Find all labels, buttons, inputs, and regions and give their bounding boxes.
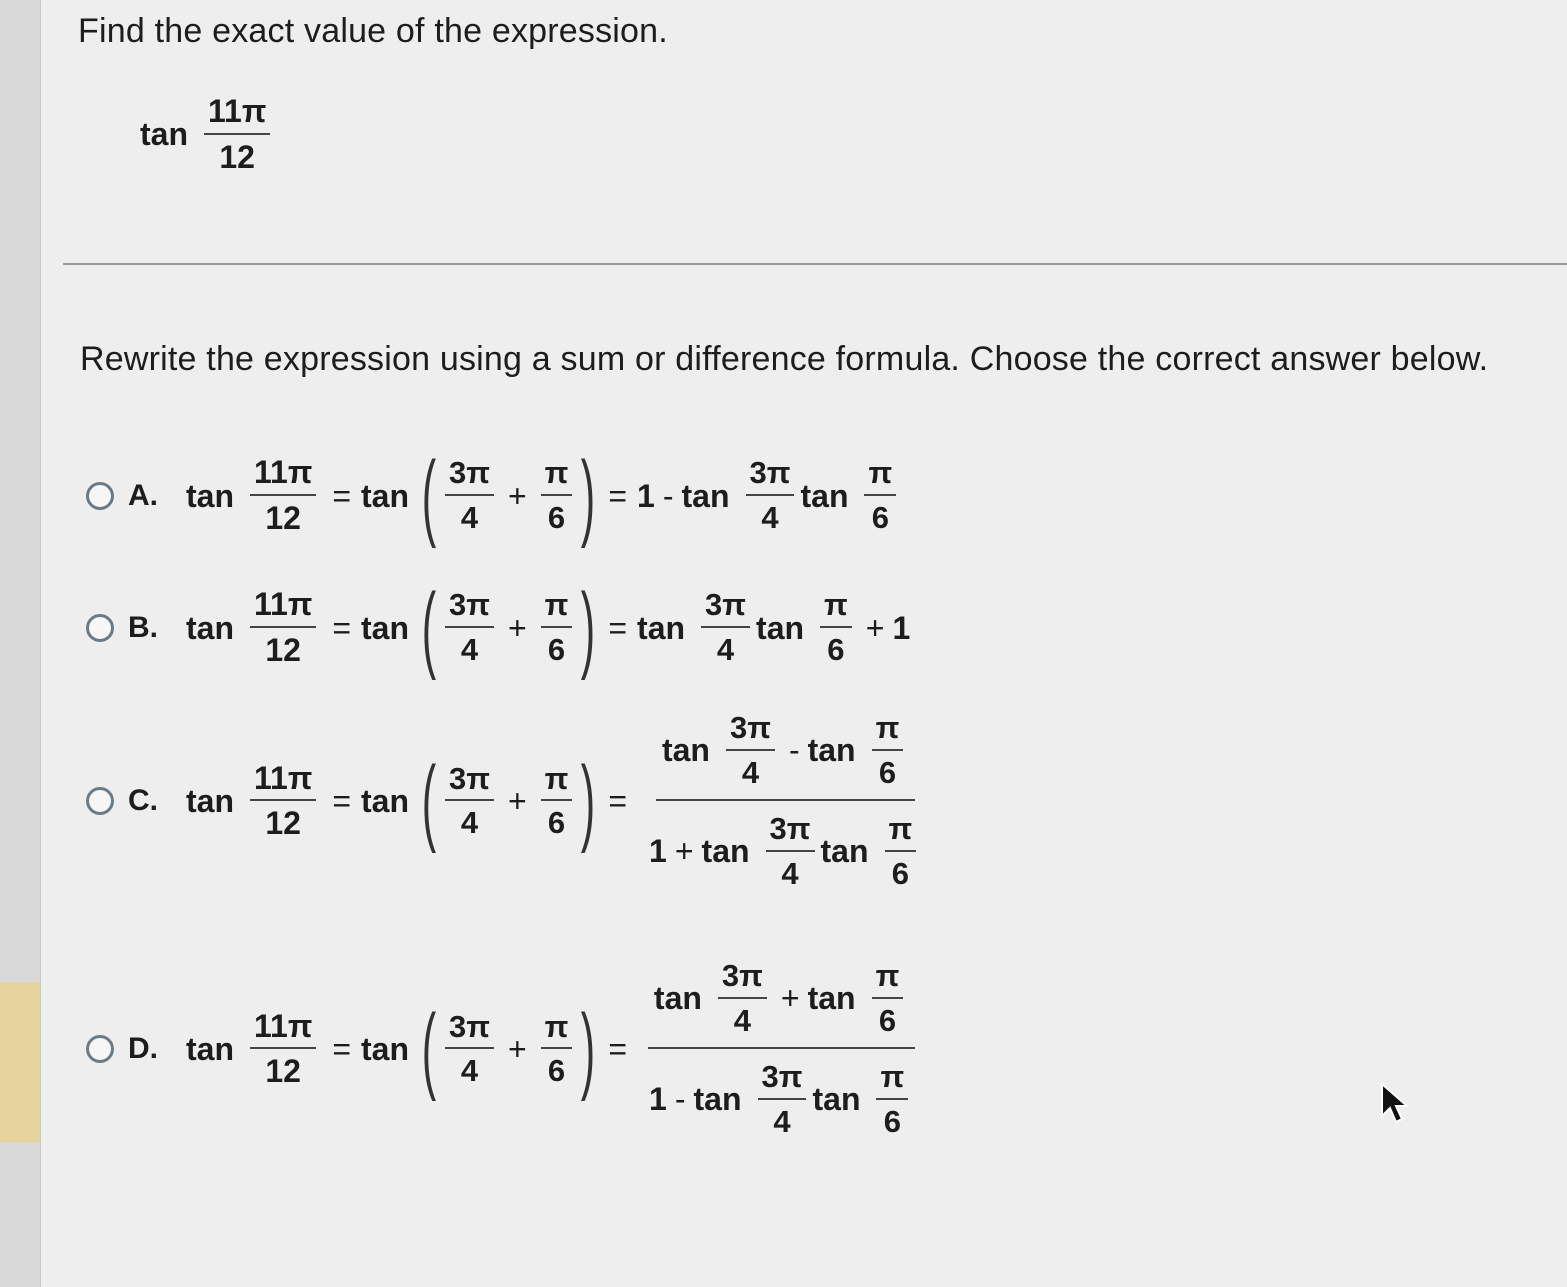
plus-sign: + <box>674 833 694 870</box>
equals-sign: = <box>332 477 352 514</box>
fraction-numerator: π <box>541 1011 573 1050</box>
option-letter: C. <box>128 784 158 818</box>
fraction-denominator: 6 <box>883 1103 901 1139</box>
fraction-pi-6 <box>820 589 852 666</box>
compound-denominator <box>643 801 928 890</box>
question-prompt: Find the exact value of the expression. <box>78 12 668 50</box>
tan-label: tan <box>661 732 710 769</box>
fraction-denominator: 12 <box>265 632 301 668</box>
left-paren: ( <box>421 574 437 681</box>
tan-label: tan <box>361 1030 410 1067</box>
fraction-numerator: 3π <box>445 763 494 802</box>
left-paren: ( <box>421 747 437 855</box>
one: 1 <box>649 1081 667 1118</box>
section-divider <box>63 263 1567 265</box>
right-paren: ) <box>581 995 596 1103</box>
fraction-numerator: 3π <box>726 712 775 751</box>
fraction-denominator: 4 <box>733 1002 752 1038</box>
left-margin-highlight <box>0 982 40 1142</box>
left-paren: ( <box>421 442 437 549</box>
fraction-denominator: 6 <box>878 754 897 790</box>
fraction-denominator: 12 <box>219 138 255 175</box>
fraction-11pi-12 <box>250 456 316 535</box>
option-letter: A. <box>128 479 158 512</box>
fraction-numerator: 11π <box>250 1010 316 1050</box>
instruction-text: Rewrite the expression using a sum or difference formula. Choose the correct answer below. <box>80 340 1489 378</box>
fraction-denominator: 4 <box>460 805 479 841</box>
fraction-denominator: 6 <box>878 1002 897 1038</box>
fraction-numerator: π <box>541 457 573 496</box>
compound-numerator <box>648 960 915 1049</box>
compound-numerator <box>656 712 915 801</box>
fraction-numerator: 11π <box>204 95 270 135</box>
compound-fraction <box>643 960 920 1138</box>
plus-sign: + <box>507 1030 527 1067</box>
fraction-3pi-4 <box>445 457 494 534</box>
tan-label: tan <box>361 782 410 819</box>
fraction-denominator: 6 <box>891 855 909 891</box>
option-d-expression <box>186 960 920 1138</box>
tan-label: tan <box>807 732 856 769</box>
plus-sign: + <box>507 609 527 646</box>
fraction-denominator: 6 <box>547 1053 566 1089</box>
fraction-numerator: 3π <box>718 960 767 999</box>
fraction-denominator: 4 <box>781 855 799 891</box>
plus-sign: + <box>780 980 800 1017</box>
minus-sign: - <box>788 732 800 769</box>
fraction-3pi-4 <box>746 457 795 534</box>
radio-button-d[interactable] <box>86 1035 114 1063</box>
fraction-denominator: 4 <box>460 1053 479 1089</box>
option-letter: D. <box>128 1032 158 1066</box>
tan-label: tan <box>361 477 410 514</box>
fraction-denominator: 4 <box>460 632 479 667</box>
fraction-pi-6 <box>541 457 573 534</box>
equals-sign: = <box>608 609 628 646</box>
option-a[interactable] <box>86 442 902 549</box>
fraction-3pi-4 <box>726 712 775 789</box>
tan-label: tan <box>693 1081 742 1118</box>
fraction-denominator: 4 <box>716 632 735 667</box>
fraction-numerator: 3π <box>766 813 815 852</box>
plus-sign: + <box>507 477 527 514</box>
tan-label: tan <box>807 980 856 1017</box>
tan-label: tan <box>653 980 702 1017</box>
fraction-11pi-12 <box>250 1007 316 1090</box>
tan-label: tan <box>681 477 730 514</box>
fraction-numerator: π <box>872 712 904 751</box>
fraction-numerator: π <box>876 1061 908 1100</box>
fraction-numerator: π <box>872 960 904 999</box>
option-c-expression <box>186 712 928 890</box>
fraction-3pi-4 <box>445 1008 494 1089</box>
fraction-numerator: π <box>864 457 896 496</box>
fraction-3pi-4 <box>758 1061 807 1138</box>
mouse-pointer-icon <box>1380 1082 1414 1128</box>
fraction-pi-6 <box>876 1061 908 1138</box>
fraction-denominator: 6 <box>547 500 566 535</box>
fraction-numerator: 3π <box>445 589 494 628</box>
equals-sign: = <box>332 609 352 646</box>
tan-label: tan <box>186 1030 234 1067</box>
fraction-3pi-4 <box>718 960 767 1037</box>
tan-label: tan <box>800 477 849 514</box>
tan-label: tan <box>186 782 234 819</box>
fraction-numerator: 3π <box>701 589 750 628</box>
radio-button-a[interactable] <box>86 482 114 510</box>
equals-sign: = <box>608 477 628 514</box>
tan-label: tan <box>820 833 869 870</box>
equals-sign: = <box>608 782 628 819</box>
fraction-pi-6 <box>541 589 573 666</box>
compound-denominator <box>643 1049 920 1138</box>
fraction-pi-6 <box>541 1008 573 1089</box>
fraction-3pi-4 <box>701 589 750 666</box>
compound-fraction <box>643 712 928 890</box>
plus-sign: + <box>507 782 527 819</box>
fraction-denominator: 12 <box>265 805 301 842</box>
fraction-pi-6 <box>872 960 904 1037</box>
right-paren: ) <box>581 574 596 681</box>
right-paren: ) <box>581 442 596 549</box>
equals-sign: = <box>332 782 352 819</box>
fraction-denominator: 6 <box>827 632 845 667</box>
plus-sign: + <box>865 609 885 646</box>
fraction-numerator: 11π <box>250 762 316 802</box>
fraction-denominator: 12 <box>265 1053 301 1090</box>
right-paren: ) <box>581 747 596 855</box>
fraction-denominator: 4 <box>761 500 779 535</box>
fraction-3pi-4 <box>766 813 815 890</box>
fraction-denominator: 6 <box>547 805 566 841</box>
radio-button-b[interactable] <box>86 614 114 642</box>
tan-label: tan <box>186 609 234 646</box>
fraction-denominator: 6 <box>547 632 566 667</box>
equals-sign: = <box>332 1030 352 1067</box>
fraction-pi-6 <box>872 712 904 789</box>
fraction-numerator: π <box>541 589 573 628</box>
tan-label: tan <box>186 477 234 514</box>
minus-sign: - <box>662 477 674 514</box>
radio-button-c[interactable] <box>86 787 114 815</box>
fraction-numerator: 3π <box>758 1061 807 1100</box>
fraction-3pi-4 <box>445 589 494 666</box>
tan-label: tan <box>637 609 686 646</box>
option-letter: B. <box>128 611 158 644</box>
one: 1 <box>637 477 655 514</box>
fraction-pi-6 <box>541 760 573 841</box>
tan-label: tan <box>756 609 805 646</box>
fraction-numerator: 3π <box>445 457 494 496</box>
problem-expression <box>140 95 276 174</box>
option-b[interactable] <box>86 574 911 681</box>
option-d[interactable] <box>86 960 920 1138</box>
fraction-11pi-12 <box>250 588 316 667</box>
fraction-numerator: π <box>885 813 917 852</box>
minus-sign: - <box>674 1081 686 1118</box>
fraction-numerator: π <box>820 589 852 628</box>
option-b-expression <box>186 574 911 681</box>
fraction-11pi-12 <box>250 759 316 842</box>
fraction-denominator: 4 <box>773 1103 791 1139</box>
option-c[interactable] <box>86 712 928 890</box>
one: 1 <box>892 609 911 646</box>
fraction-denominator: 4 <box>460 500 479 535</box>
fraction-numerator: 3π <box>445 1011 494 1050</box>
tan-label: tan <box>361 609 410 646</box>
fraction-pi-6 <box>885 813 917 890</box>
one: 1 <box>649 833 667 870</box>
fraction-denominator: 6 <box>871 500 889 535</box>
fraction-numerator: 11π <box>250 456 316 496</box>
fraction-pi-6 <box>864 457 896 534</box>
fraction-11pi-12 <box>204 95 270 174</box>
tan-label: tan <box>701 833 750 870</box>
left-paren: ( <box>421 995 437 1103</box>
fraction-numerator: 11π <box>250 588 316 628</box>
fraction-numerator: 3π <box>746 457 795 496</box>
fraction-denominator: 4 <box>741 754 760 790</box>
fraction-numerator: π <box>541 763 573 802</box>
tan-label: tan <box>140 116 188 153</box>
tan-label: tan <box>812 1081 861 1118</box>
option-a-expression <box>186 442 902 549</box>
fraction-denominator: 12 <box>265 500 301 536</box>
equals-sign: = <box>608 1030 628 1067</box>
fraction-3pi-4 <box>445 760 494 841</box>
